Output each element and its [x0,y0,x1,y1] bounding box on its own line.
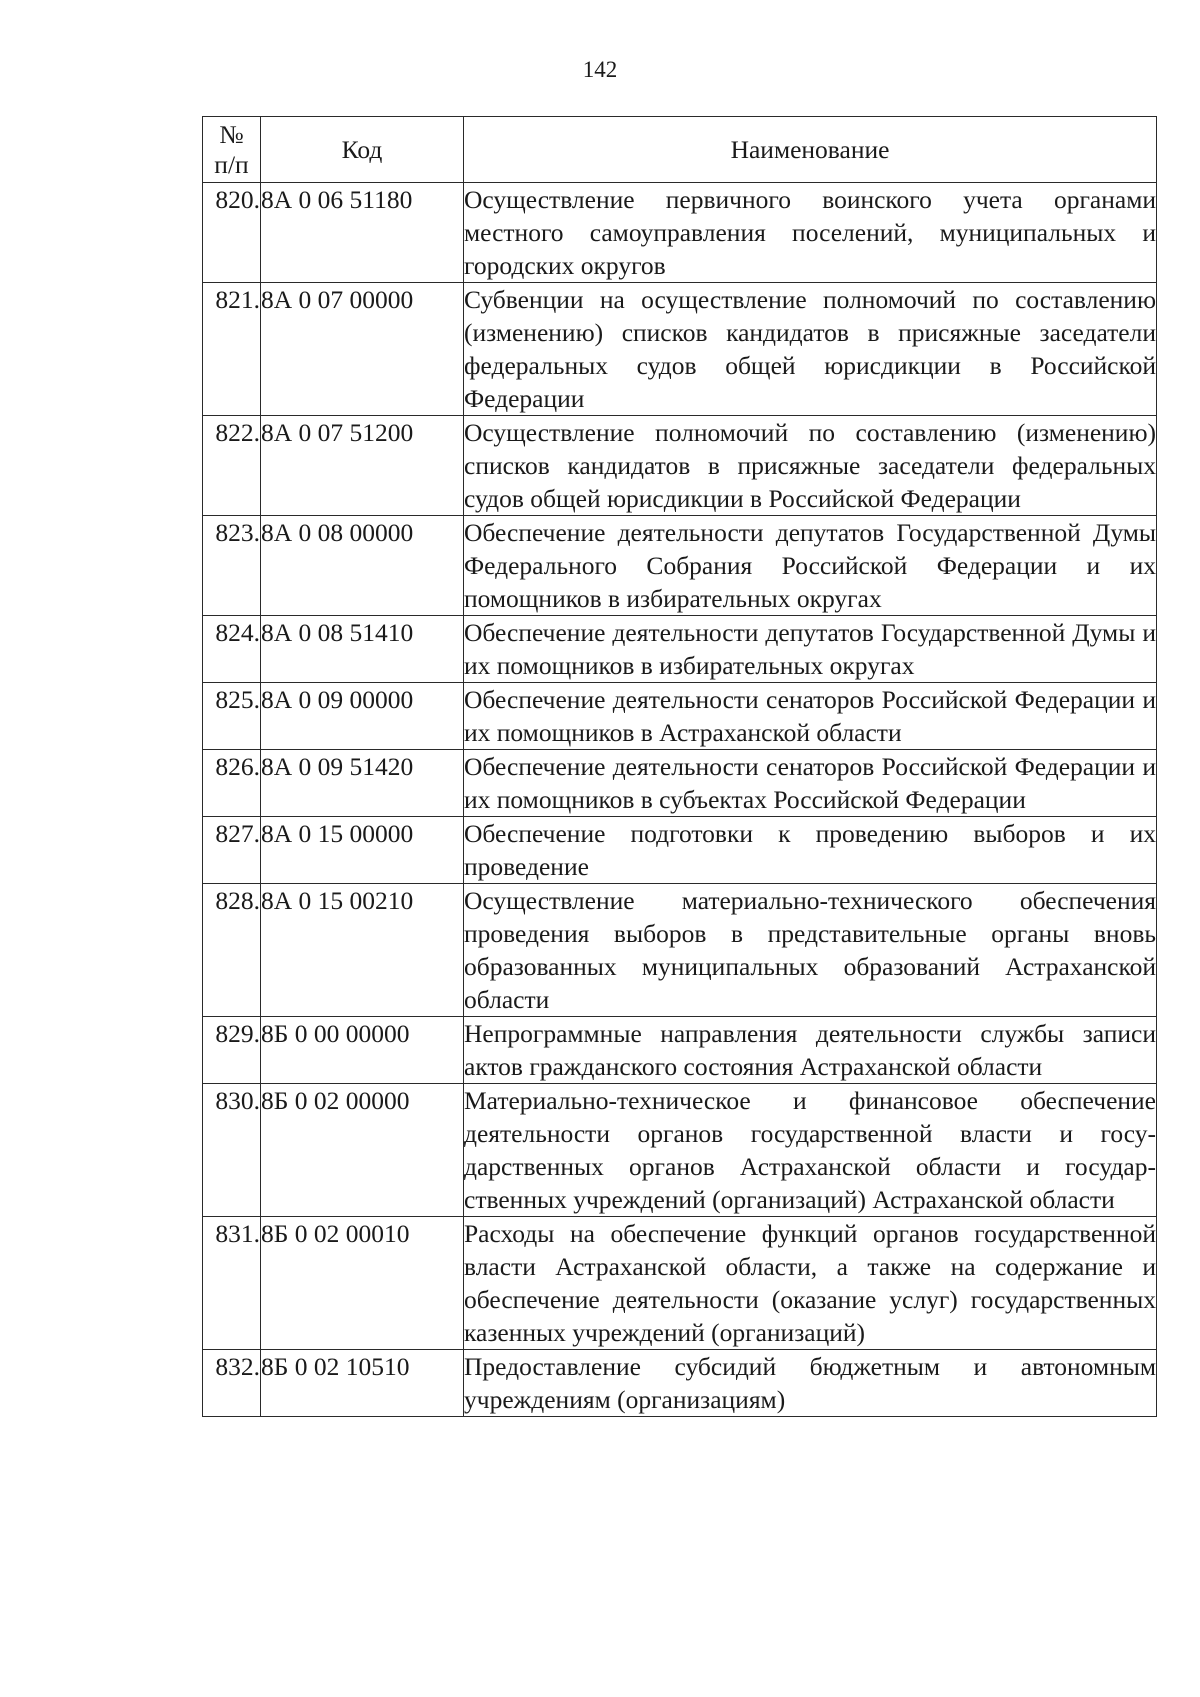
table-row [203,1217,1157,1350]
row-name: Обеспечение подготовки к проведению выборов и их проведение [464,817,1157,884]
row-code: 8А 0 15 00210 [261,884,464,1017]
row-name: Расходы на обеспечение функций органов государственной власти Астраханской области, а также на содержание и обеспечение деятельности (оказание услуг) государственных казенных учреждений (организаций) [464,1217,1157,1350]
table-row [203,616,1157,683]
row-name: Предоставление субсидий бюджетным и автономным учреждениям (организациям) [464,1350,1157,1417]
header-name: Наименование [464,117,1157,183]
table-row [203,1017,1157,1084]
row-code: 8А 0 08 00000 [261,516,464,616]
header-number-abbrev: п/п [214,149,249,179]
table-row [203,416,1157,516]
row-number: 824. [203,616,261,683]
row-code: 8Б 0 02 00000 [261,1084,464,1217]
row-number: 820. [203,183,261,283]
row-code: 8Б 0 02 00010 [261,1217,464,1350]
header-number-symbol: № [219,119,244,149]
row-code: 8А 0 15 00000 [261,817,464,884]
row-name: Обеспечение деятельности сенаторов Российской Федерации и их помощников в субъектах Российской Федерации [464,750,1157,817]
row-code: 8А 0 09 00000 [261,683,464,750]
row-number: 826. [203,750,261,817]
row-number: 823. [203,516,261,616]
table-header-row [203,117,1157,183]
table-row [203,683,1157,750]
row-name: Осуществление материально-технического обеспечения проведения выборов в представительные органы вновь образованных муниципальных образований Астраханской области [464,884,1157,1017]
row-code: 8Б 0 00 00000 [261,1017,464,1084]
header-code: Код [261,117,464,183]
table-row [203,516,1157,616]
table-row [203,884,1157,1017]
table-row [203,1350,1157,1417]
row-number: 822. [203,416,261,516]
table-body [203,183,1157,1417]
row-number: 827. [203,817,261,884]
row-number: 831. [203,1217,261,1350]
row-name: Обеспечение деятельности депутатов Государственной Думы Федерального Собрания Российской Федерации и их помощников в избирательных округах [464,516,1157,616]
table-row [203,183,1157,283]
row-number: 832. [203,1350,261,1417]
header-number [203,117,261,183]
row-code: 8А 0 08 51410 [261,616,464,683]
row-code: 8А 0 09 51420 [261,750,464,817]
row-code: 8А 0 06 51180 [261,183,464,283]
row-number: 828. [203,884,261,1017]
row-name: Обеспечение деятельности депутатов Государственной Думы и их помощников в избирательных округах [464,616,1157,683]
table-row [203,750,1157,817]
row-name: Субвенции на осуществление полномочий по составлению (изменению) списков кандидатов в присяжные заседатели федеральных судов общей юрисдикции в Российской Федерации [464,283,1157,416]
row-name: Осуществление первичного воинского учета органами местного самоуправления поселений, муниципальных и городских округов [464,183,1157,283]
table-row [203,817,1157,884]
row-number: 821. [203,283,261,416]
table-row [203,1084,1157,1217]
row-name: Осуществление полномочий по составлению (изменению) списков кандидатов в присяжные заседатели федеральных судов общей юрисдикции в Российской Федерации [464,416,1157,516]
budget-code-table [202,116,1157,1417]
page-number: 142 [582,57,618,82]
row-number: 829. [203,1017,261,1084]
row-name: Обеспечение деятельности сенаторов Российской Федерации и их помощников в Астраханской области [464,683,1157,750]
row-number: 830. [203,1084,261,1217]
row-code: 8А 0 07 51200 [261,416,464,516]
row-code: 8Б 0 02 10510 [261,1350,464,1417]
row-number: 825. [203,683,261,750]
table-row [203,283,1157,416]
row-code: 8А 0 07 00000 [261,283,464,416]
row-name: Непрограммные направления деятельности службы записи актов гражданского состояния Астраханской области [464,1017,1157,1084]
row-name: Материально-техническое и финансовое обеспечение деятельности органов государственной власти и государственных органов Астраханской области и государственных учреждений (организаций) Астраханской области [464,1084,1157,1217]
